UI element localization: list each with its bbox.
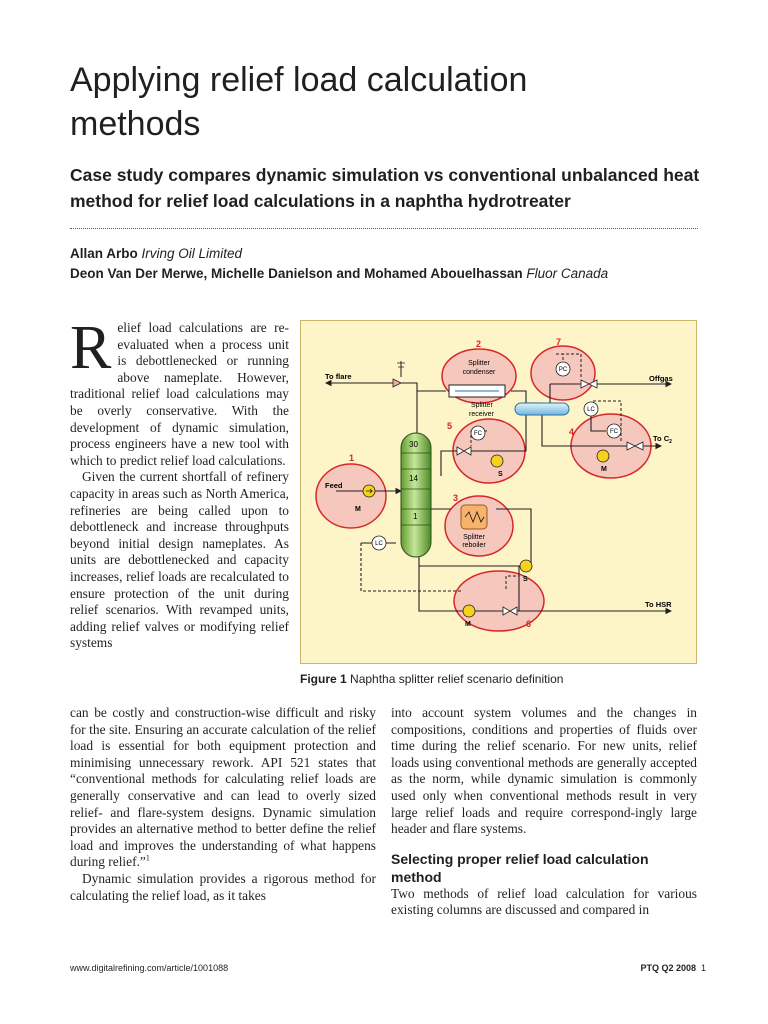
to-flare-label: To flare bbox=[325, 372, 352, 381]
footer-journal bbox=[640, 963, 706, 973]
body-column-right bbox=[391, 705, 697, 919]
process-flow-diagram bbox=[301, 321, 698, 665]
splitter-receiver-label: Splitter bbox=[471, 402, 493, 409]
footer-journal-name: PTQ Q2 2008 bbox=[640, 963, 696, 973]
feed-pump-m bbox=[363, 485, 375, 497]
figure-label: Figure 1 bbox=[300, 672, 347, 686]
splitter-condenser-label-2: condenser bbox=[462, 369, 496, 376]
page-number: 1 bbox=[700, 963, 706, 973]
scenario-1-number: 1 bbox=[349, 453, 355, 463]
scenario-6-number: 6 bbox=[526, 619, 532, 629]
lc-column-label: LC bbox=[375, 541, 383, 547]
subtitle-line-2: method for relief load calculations in a naphtha hydrotreater bbox=[70, 191, 571, 211]
splitter-receiver-icon bbox=[515, 403, 569, 415]
pc-label: PC bbox=[558, 367, 568, 373]
tray-1-label: 1 bbox=[413, 512, 418, 521]
scenario-2-number: 2 bbox=[476, 339, 482, 349]
c2-pump-m-label: M bbox=[601, 466, 607, 473]
author-names-2: Deon Van Der Merwe, Michelle Danielson and Mohamed Abouelhassan bbox=[70, 266, 523, 281]
paragraph-2: Given the current shortfall of refinery capacity in areas such as North America, refineries are being called upon to debottleneck and increase throughputs beyond initial design nameplates. As units are debottlenecked and capacity increases, relief loads are recalculated to ensure protection of the unit during relief scenarios. With revamped units, adding relief valves or modifying relief systems bbox=[70, 469, 289, 651]
paragraph-3: Dynamic simulation provides a rigorous method for calculating the relief load, as it takes bbox=[70, 870, 376, 903]
figure-1-diagram bbox=[300, 320, 697, 664]
feed-label: Feed bbox=[325, 481, 343, 490]
offgas-label: Offgas bbox=[649, 374, 673, 383]
paragraph-4: Two methods of relief load calculation for various existing columns are discussed and compared in bbox=[391, 885, 697, 918]
article-subtitle bbox=[70, 162, 700, 214]
splitter-reboiler-label: Splitter bbox=[463, 534, 485, 541]
author-line-1 bbox=[70, 244, 710, 264]
paragraph-1-text: elief load calculations are re-evaluated when a process unit is debottlenecked or running above nameplate. However, traditional relief load calculations may be overly conservative. With the development of dynamic simulation, process engineers have a new tool with which to predict relief load calculations. bbox=[70, 320, 289, 468]
feed-pump-m-label: M bbox=[355, 506, 361, 513]
tray-30-label: 30 bbox=[409, 440, 418, 449]
paragraph-3-continued: into account system volumes and the changes in compositions, conditions and properties of fluids over time during the relief scenario. For new units, relief loads using conventional methods are generally accepted as the norm, while dynamic simulation is commonly used only when conventional methods result in very large relief loads and require correspond-ingly large header and flare systems. bbox=[391, 705, 697, 837]
drop-cap: R bbox=[70, 314, 112, 382]
scenario-4-number: 4 bbox=[569, 427, 575, 437]
paragraph-1 bbox=[70, 314, 289, 469]
author-line-2 bbox=[70, 264, 710, 284]
figure-caption-text: Naphtha splitter relief scenario definition bbox=[350, 672, 564, 686]
author-name-1: Allan Arbo bbox=[70, 246, 138, 261]
body-column-left-upper bbox=[70, 314, 289, 652]
author-affiliation-1: Irving Oil Limited bbox=[141, 246, 243, 261]
paragraph-2-continued-text: can be costly and construction-wise difficult and risky for the site. Ensuring an accurate calculation of the relief load is essential for both equipment protection and minimising unnecessary rework. API 521 states that “conventional methods for calculating relief loads are generally conservative and can lead to overly sized relief- and flare-system designs. Dynamic simulation provides an alternative method to better define the relief load and improves the understanding of what happens during relief.” bbox=[70, 705, 376, 870]
scenario-1-circle bbox=[316, 464, 386, 528]
fc-c2-label: FC bbox=[610, 429, 618, 435]
subtitle-line-1: Case study compares dynamic simulation vs conventional unbalanced heat bbox=[70, 165, 700, 185]
bottoms-pump-s bbox=[520, 560, 532, 572]
dotted-divider bbox=[70, 228, 698, 229]
scenario-3-number: 3 bbox=[453, 493, 459, 503]
scenario-5-number: 5 bbox=[447, 421, 453, 431]
c2-pump-m bbox=[597, 450, 609, 462]
hsr-pump-m-label: M bbox=[465, 621, 471, 628]
splitter-reboiler-icon bbox=[461, 505, 487, 529]
lc-receiver-label: LC bbox=[587, 407, 595, 413]
tray-14-label: 14 bbox=[409, 474, 418, 483]
relief-valve-icon bbox=[393, 379, 401, 387]
to-c2-label: To $C_2$ bbox=[653, 434, 672, 445]
section-heading: Selecting proper relief load calculation method bbox=[391, 850, 649, 885]
scenario-7-number: 7 bbox=[556, 337, 562, 347]
splitter-condenser-label: Splitter bbox=[468, 360, 490, 367]
splitter-reboiler-label-2: reboiler bbox=[462, 542, 486, 549]
paragraph-2-continued bbox=[70, 705, 376, 871]
footer-url[interactable]: www.digitalrefining.com/article/1001088 bbox=[70, 963, 229, 973]
to-hsr-label: To HSR bbox=[645, 600, 672, 609]
hsr-pump-m bbox=[463, 605, 475, 617]
splitter-receiver-label-2: receiver bbox=[469, 411, 494, 418]
author-affiliation-2: Fluor Canada bbox=[526, 266, 609, 281]
article-title bbox=[70, 58, 690, 146]
title-line-2: methods bbox=[70, 105, 201, 143]
reflux-pump-s-label: S bbox=[498, 471, 503, 478]
fc-reflux-label: FC bbox=[474, 431, 482, 437]
splitter-column bbox=[401, 433, 431, 557]
figure-caption bbox=[300, 671, 700, 687]
title-line-1: Applying relief load calculation bbox=[70, 61, 528, 99]
footnote-ref: 1 bbox=[145, 853, 150, 863]
bottoms-pump-s-label: S bbox=[523, 576, 528, 583]
body-column-left-lower bbox=[70, 705, 376, 904]
author-block bbox=[70, 244, 710, 284]
reflux-pump-s bbox=[491, 455, 503, 467]
